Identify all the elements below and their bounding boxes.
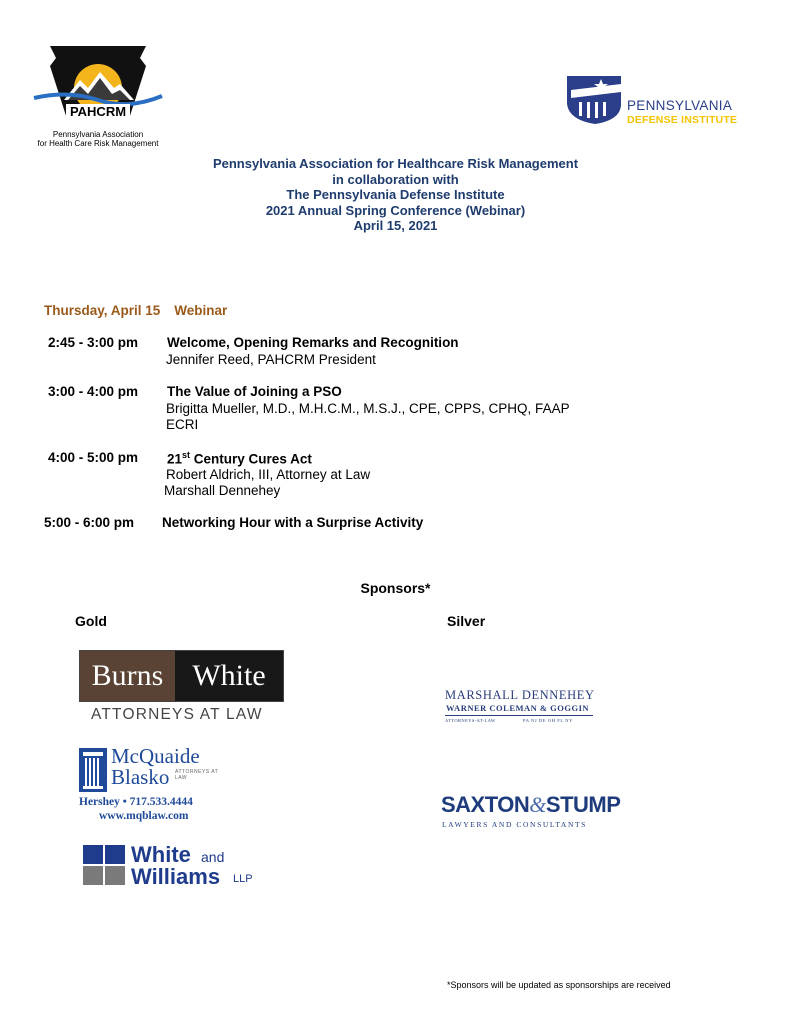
title-line5: April 15, 2021 bbox=[353, 218, 438, 233]
ww-line1: White bbox=[131, 842, 191, 867]
pdi-word1: PENNSYLVANIA bbox=[627, 98, 733, 113]
mcquaide-line1: McQuaide bbox=[111, 744, 200, 768]
squares-icon bbox=[83, 845, 127, 887]
footnote: *Sponsors will be updated as sponsorships are received bbox=[447, 980, 671, 990]
session-3-title: 21st Century Cures Act bbox=[167, 450, 312, 467]
silver-tier-label: Silver bbox=[447, 613, 486, 629]
md-line2: WARNER COLEMAN & GOGGIN bbox=[446, 703, 590, 713]
pahcrm-caption-line1: Pennsylvania Association bbox=[52, 130, 144, 139]
pdi-logo bbox=[565, 74, 765, 126]
session-2-org: ECRI bbox=[166, 417, 199, 432]
saxton-stump-logo bbox=[441, 792, 621, 832]
title-line4: 2021 Annual Spring Conference (Webinar) bbox=[265, 202, 526, 218]
mcquaide-line2: Blasko bbox=[111, 765, 170, 789]
sponsors-header: Sponsors* bbox=[360, 580, 431, 596]
conference-title bbox=[0, 156, 791, 234]
md-states: PA NJ DE OH FL NY bbox=[523, 718, 573, 723]
column-icon bbox=[79, 748, 107, 792]
title-line2: in collaboration with bbox=[332, 171, 459, 187]
white-word: White bbox=[175, 651, 283, 701]
session-2-speaker: Brigitta Mueller, M.D., M.H.C.M., M.S.J., CPE, CPPS, CPHQ, FAAP bbox=[166, 401, 570, 416]
session-2-title: The Value of Joining a PSO bbox=[167, 384, 342, 399]
md-line1: MARSHALL DENNEHEY bbox=[445, 688, 595, 702]
ww-llp: LLP bbox=[233, 873, 253, 885]
pahcrm-logo bbox=[28, 44, 168, 154]
md-divider bbox=[445, 715, 593, 716]
session-1-time: 2:45 - 3:00 pm bbox=[48, 335, 139, 350]
session-4-time: 5:00 - 6:00 pm bbox=[44, 515, 135, 530]
title-line3: The Pennsylvania Defense Institute bbox=[286, 187, 505, 202]
session-3-time: 4:00 - 5:00 pm bbox=[48, 450, 139, 465]
ww-and: and bbox=[201, 849, 225, 865]
mcquaide-web: www.mqblaw.com bbox=[99, 810, 189, 822]
session-3-org: Marshall Dennehey bbox=[164, 483, 281, 498]
pdi-shield-icon bbox=[565, 74, 625, 126]
mcquaide-blasko-logo bbox=[79, 746, 229, 826]
session-1-title: Welcome, Opening Remarks and Recognition bbox=[167, 335, 459, 350]
saxton-subtitle: LAWYERS AND CONSULTANTS bbox=[442, 820, 587, 829]
session-2-time: 3:00 - 4:00 pm bbox=[48, 384, 139, 399]
session-3-speaker: Robert Aldrich, III, Attorney at Law bbox=[166, 467, 371, 482]
burns-white-subtitle: ATTORNEYS AT LAW bbox=[91, 706, 263, 723]
agenda-format: Webinar bbox=[174, 303, 228, 318]
burns-word: Burns bbox=[80, 651, 175, 701]
gold-tier-label: Gold bbox=[75, 613, 107, 629]
mcquaide-phone: Hershey • 717.533.4444 bbox=[79, 796, 193, 808]
saxton-wordmark: SAXTON&STUMP bbox=[441, 792, 621, 817]
title-line1: Pennsylvania Association for Healthcare Risk Management bbox=[212, 156, 579, 171]
mcquaide-small: ATTORNEYS AT LAW bbox=[175, 769, 219, 781]
session-1-speaker: Jennifer Reed, PAHCRM President bbox=[166, 352, 376, 367]
pahcrm-abbr: PAHCRM bbox=[69, 104, 127, 119]
ww-line2: Williams bbox=[131, 864, 221, 889]
white-williams-logo bbox=[83, 843, 263, 889]
marshall-dennehey-logo bbox=[445, 688, 605, 728]
session-4-title: Networking Hour with a Surprise Activity bbox=[162, 515, 424, 530]
agenda-day: Thursday, April 15 bbox=[44, 303, 161, 318]
pahcrm-caption-line2: for Health Care Risk Management bbox=[37, 139, 159, 148]
burns-white-logo bbox=[79, 650, 284, 726]
agenda-day-header bbox=[44, 303, 241, 318]
md-line3: ATTORNEYS-AT-LAW bbox=[445, 718, 496, 723]
pdi-word2: DEFENSE INSTITUTE bbox=[627, 114, 738, 126]
